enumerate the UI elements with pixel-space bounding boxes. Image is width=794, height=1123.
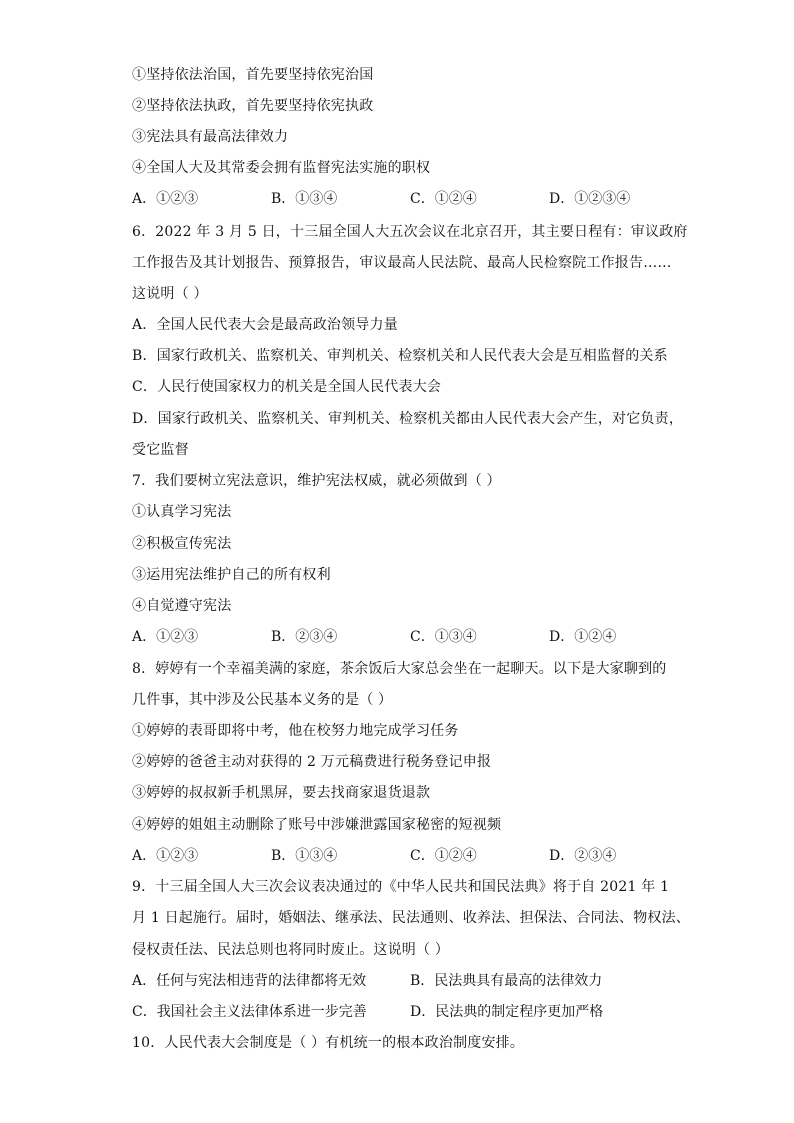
- q7-item-2: ②积极宣传宪法: [132, 536, 232, 552]
- carryover-options: [132, 189, 662, 209]
- q6-option-c[interactable]: C．人民行使国家权力的机关是全国人民代表大会: [132, 379, 442, 395]
- q9-options-row-1: [132, 971, 662, 991]
- option-d[interactable]: D．民法典的制定程序更加严格: [410, 1004, 604, 1020]
- q8-stem-line-1: 8．婷婷有一个幸福美满的家庭，茶余饭后大家总会坐在一起聊天。以下是大家聊到的: [132, 661, 667, 677]
- carryover-item-1: ①坚持依法治国，首先要坚持依宪治国: [132, 67, 374, 83]
- option-c[interactable]: C．①②④: [410, 848, 477, 864]
- carryover-item-2: ②坚持依法执政，首先要坚持依宪执政: [132, 98, 374, 114]
- q8-options: [132, 846, 662, 866]
- option-b[interactable]: B．①③④: [271, 848, 338, 864]
- carryover-item-4: ④全国人大及其常委会拥有监督宪法实施的职权: [132, 160, 431, 176]
- q8-item-1: ①婷婷的表哥即将中考，他在校努力地完成学习任务: [132, 723, 459, 739]
- q9-stem-line-3: 侵权责任法、民法总则也将同时废止。这说明（ ）: [132, 942, 450, 958]
- option-b[interactable]: B．②③④: [271, 629, 338, 645]
- q7-stem: 7．我们要树立宪法意识，维护宪法权威，就必须做到（ ）: [132, 473, 501, 489]
- option-c[interactable]: C．我国社会主义法律体系进一步完善: [132, 1004, 367, 1020]
- option-d[interactable]: D．①②④: [549, 629, 617, 645]
- q6-option-d-cont[interactable]: 受它监督: [132, 442, 189, 458]
- q7-options: [132, 627, 662, 647]
- option-b[interactable]: B．民法典具有最高的法律效力: [410, 973, 603, 989]
- option-b[interactable]: B．①③④: [271, 191, 338, 207]
- q7-item-4: ④自觉遵守宪法: [132, 598, 232, 614]
- option-a[interactable]: A．①②③: [132, 848, 199, 864]
- q6-option-d[interactable]: D．国家行政机关、监察机关、审判机关、检察机关都由人民代表大会产生，对它负责，: [132, 411, 684, 427]
- q9-stem-line-2: 月 1 日起施行。届时，婚姻法、继承法、民法通则、收养法、担保法、合同法、物权法、: [132, 910, 691, 926]
- q6-stem-line-2: 工作报告及其计划报告、预算报告，审议最高人民法院、最高人民检察院工作报告……: [132, 255, 672, 271]
- q9-stem-line-1: 9．十三届全国人大三次会议表决通过的《中华人民共和国民法典》将于自 2021 年 1: [132, 879, 670, 895]
- q6-option-b[interactable]: B．国家行政机关、监察机关、审判机关、检察机关和人民代表大会是互相监督的关系: [132, 348, 668, 364]
- option-a[interactable]: A．①②③: [132, 629, 199, 645]
- carryover-item-3: ③宪法具有最高法律效力: [132, 129, 289, 145]
- q8-item-2: ②婷婷的爸爸主动对获得的 2 万元稿费进行税务登记申报: [132, 754, 492, 770]
- q6-stem-line-1: 6．2022 年 3 月 5 日，十三届全国人大五次会议在北京召开，其主要日程有：审议政府: [132, 224, 688, 240]
- q8-item-4: ④婷婷的姐姐主动删除了账号中涉嫌泄露国家秘密的短视频: [132, 817, 502, 833]
- q6-stem-line-3: 这说明（ ）: [132, 286, 208, 302]
- q6-option-a[interactable]: A．全国人民代表大会是最高政治领导力量: [132, 317, 398, 333]
- option-c[interactable]: C．①②④: [410, 191, 477, 207]
- q7-item-1: ①认真学习宪法: [132, 504, 232, 520]
- q10-stem: 10．人民代表大会制度是（ ）有机统一的根本政治制度安排。: [132, 1035, 525, 1051]
- option-a[interactable]: A．①②③: [132, 191, 199, 207]
- q9-options-row-2: [132, 1002, 662, 1022]
- option-c[interactable]: C．①③④: [410, 629, 477, 645]
- option-a[interactable]: A．任何与宪法相违背的法律都将无效: [132, 973, 367, 989]
- option-d[interactable]: D．②③④: [549, 848, 617, 864]
- q7-item-3: ③运用宪法维护自己的所有权利: [132, 567, 331, 583]
- q8-stem-line-2: 几件事，其中涉及公民基本义务的是（ ）: [132, 692, 393, 708]
- q8-item-3: ③婷婷的叔叔新手机黑屏，要去找商家退货退款: [132, 785, 431, 801]
- option-d[interactable]: D．①②③④: [549, 191, 631, 207]
